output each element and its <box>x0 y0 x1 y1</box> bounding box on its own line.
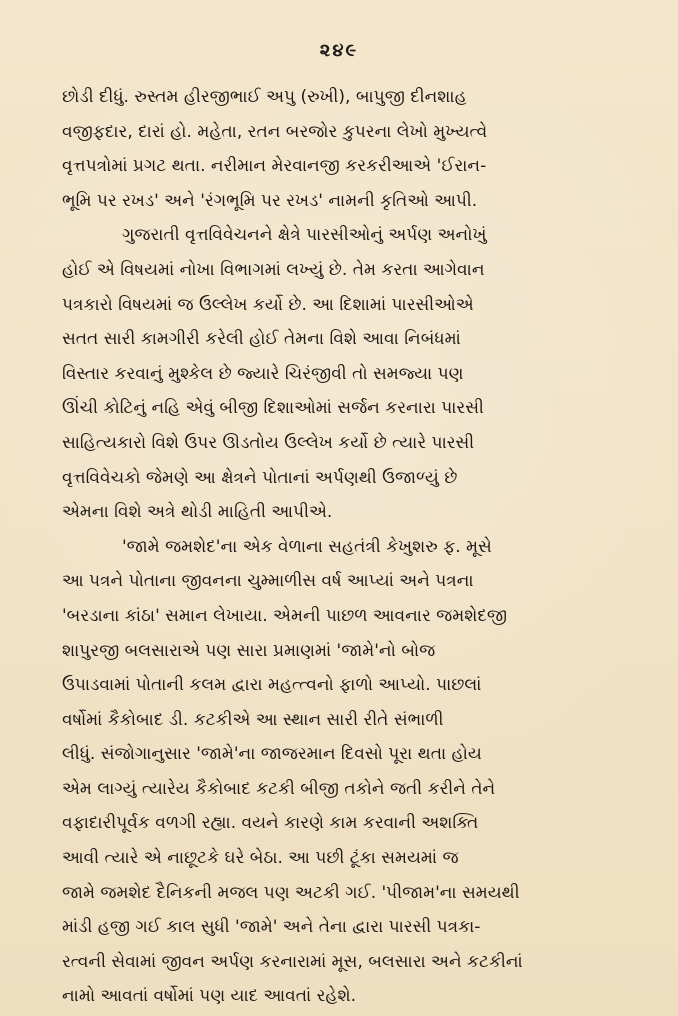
text-line: વર્ષોમાં કૈકોબાદ ડી. કટકીએ આ સ્થાન સારી રીતે સંભાળી <box>62 709 444 730</box>
text-line: રત્વની સેવામાં જીવન અર્પણ કરનારામાં મૂસ, બલસારા અને કટકીનાં <box>62 951 523 972</box>
text-line: નામો આવતાં વર્ષોમાં પણ યાદ આવતાં રહેશે. <box>62 986 356 1007</box>
body-text <box>62 80 622 1014</box>
text-line: માંડી હજી ગઈ કાલ સુધી 'જામે' અને તેના દ્વારા પારસી પત્રકા- <box>62 917 481 938</box>
text-line: સતત સારી કામગીરી કરેલી હોઈ તેમના વિશે આવા નિબંધમાં <box>62 329 461 350</box>
paragraph-first-line: 'જામે જમશેદ'ના એક વેળાના સહતંત્રી કેખુશરુ ફ. મૂસે <box>122 536 492 557</box>
text-line: ઊંચી કોટિનું નહિ એવું બીજી દિશાઓમાં સર્જન કરનારા પારસી <box>62 398 484 419</box>
text-line: પત્રકારો વિષયમાં જ ઉલ્લેખ કર્યો છે. આ દિશામાં પારસીઓએ <box>62 294 474 315</box>
text-line: વજીફદાર, દારાં હો. મહેતા, રતન બરજોર કુપરના લેખો મુખ્યત્વે <box>62 121 488 142</box>
text-line: સાહિત્યકારો વિશે ઉપર ઊડતોય ઉલ્લેખ કર્યો છે ત્યારે પારસી <box>62 432 475 453</box>
text-line: આવી ત્યારે એ નાછૂટકે ઘરે બેઠા. આ પછી ટૂંકા સમયમાં જ <box>62 848 459 869</box>
text-line: વિસ્તાર કરવાનું મુશ્કેલ છે જ્યારે ચિરંજીવી તો સમજ્યા પણ <box>62 363 464 384</box>
text-line: હોઈ એ વિષયમાં નોખા વિભાગમાં લખ્યું છે. તેમ કરતા આગેવાન <box>62 259 485 280</box>
text-line: આ પત્રને પોતાના જીવનના ચુમ્માળીસ વર્ષ આપ્યાં અને પત્રના <box>62 571 474 592</box>
page-number: ૨૪૯ <box>319 40 359 61</box>
text-line: વફાદારીપૂર્વક વળગી રહ્યા. વયને કારણે કામ કરવાની અશક્તિ <box>62 813 479 834</box>
paragraph-first-line: ગુજરાતી વૃત્તવિવેચનને ક્ષેત્રે પારસીઓનું અર્પણ અનોખું <box>122 225 487 246</box>
text-line: લીધું. સંજોગાનુસાર 'જામે'ના જાજરમાન દિવસો પૂરા થતા હોય <box>62 744 482 765</box>
text-line: ભૂમિ પર રખડ' અને 'રંગભૂમિ પર રખડ' નામની કૃતિઓ આપી. <box>62 190 478 211</box>
text-line: વૃત્તપત્રોમાં પ્રગટ થતા. નરીમાન મેરવાનજી કરકરીઆએ 'ઈરાન- <box>62 156 487 177</box>
text-line: એમ લાગ્યું ત્યારેય કૈકોબાદ કટકી બીજી તકોને જતી કરીને તેને <box>62 778 496 799</box>
text-line: છોડી દીધું. રુસ્તમ હીરજીભાઈ અપુ (રુખી), બાપુજી દીનશાહ <box>62 87 467 107</box>
text-line: એમના વિશે અત્રે થોડી માહિતી આપીએ. <box>62 502 333 523</box>
text-line: ઉપાડવામાં પોતાની કલમ દ્વારા મહત્ત્વનો ફાળો આપ્યો. પાછલાં <box>62 675 482 696</box>
text-line: વૃત્તવિવેચકો જેમણે આ ક્ષેત્રને પોતાનાં અર્પણથી ઉજાળ્યું છે <box>62 467 458 488</box>
text-line: શાપુરજી બલસારાએ પણ સારા પ્રમાણમાં 'જામે'નો બોજ <box>62 640 436 661</box>
text-line: જામે જમશેદ દૈનિકની મજલ પણ અટકી ગઈ. 'પીજામ'ના સમયથી <box>62 882 520 903</box>
text-line: 'બરડાના કાંઠા' સમાન લેખાયા. એમની પાછળ આવનાર જમશેદજી <box>62 605 508 626</box>
